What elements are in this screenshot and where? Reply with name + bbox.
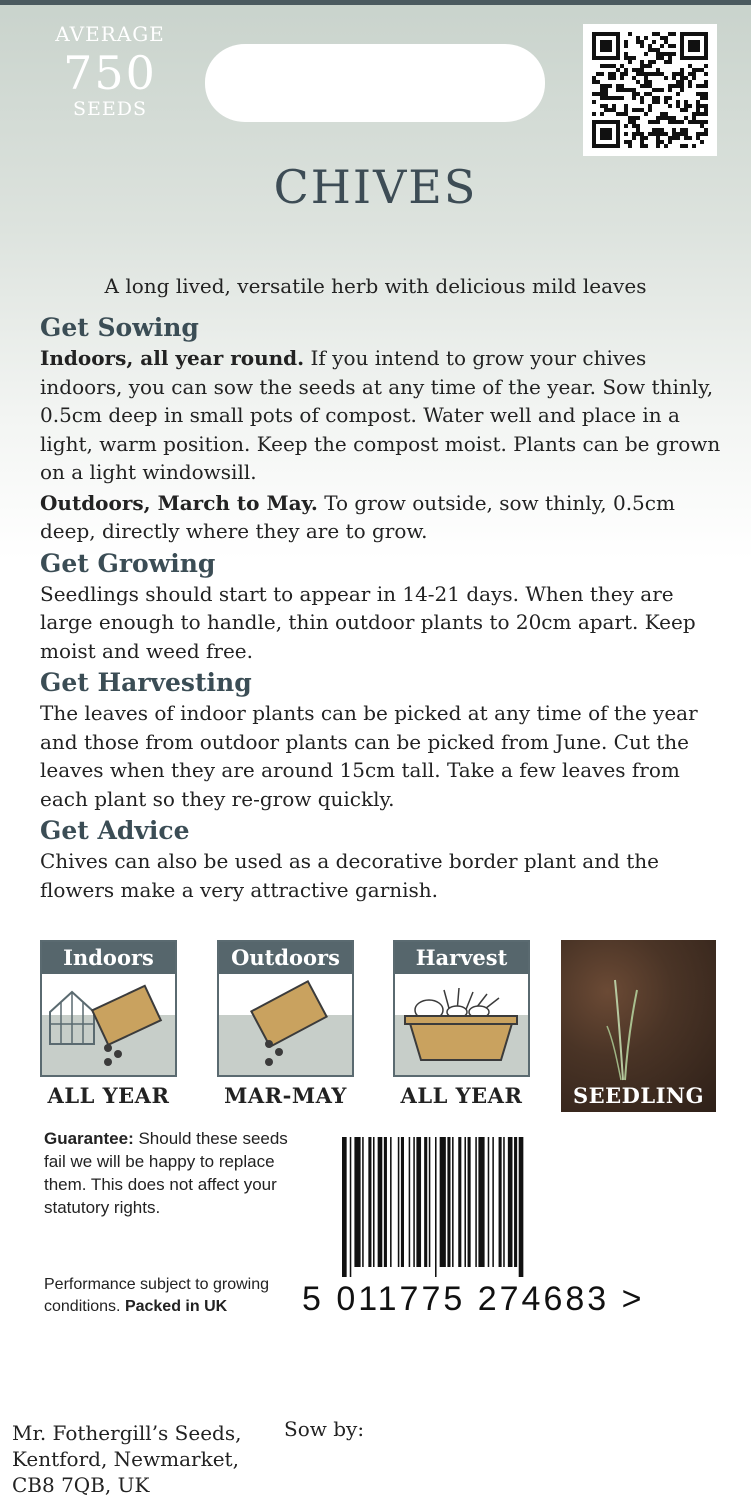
icon-caption: Outdoors — [219, 942, 352, 974]
icon-footer: MAR-MAY — [224, 1083, 347, 1108]
seedling-photo — [561, 940, 716, 1112]
top-border — [0, 0, 751, 5]
icon-indoors — [40, 940, 177, 1108]
instructions — [40, 312, 730, 906]
paragraph-lead: Outdoors, March to May. — [40, 490, 318, 515]
icon-panel — [40, 940, 177, 1077]
section-paragraph: Chives can also be used as a decorative border plant and the flowers make a very attractive garnish. — [40, 849, 660, 902]
harvest-basket-icon — [395, 974, 528, 1075]
icon-outdoors — [217, 940, 354, 1108]
sow-by-label: Sow by: — [284, 1417, 365, 1441]
section-heading: Get Growing — [40, 548, 216, 578]
seed-count-bottom: SEEDS — [72, 98, 147, 120]
barcode-digits: 5 011775 274683 > — [302, 1280, 645, 1318]
section-heading: Get Advice — [40, 816, 190, 845]
seed-count-number: 750 — [63, 46, 157, 100]
packet-window — [205, 44, 545, 122]
guarantee-body: Should these seeds fail we will be happy to replace them. This does not affect your statutory rights. — [44, 1129, 288, 1217]
company-address — [12, 1420, 241, 1498]
section-heading: Get Harvesting — [40, 668, 252, 697]
guarantee-text — [44, 1127, 314, 1219]
performance-text: Performance subject to growing conditions. — [44, 1276, 269, 1315]
section-advice — [40, 815, 730, 904]
icon-footer: ALL YEAR — [400, 1083, 523, 1108]
guarantee-lead: Guarantee: — [44, 1129, 134, 1148]
seed-count-top: AVERAGE — [55, 22, 165, 46]
icon-panel — [393, 940, 530, 1077]
section-paragraph — [40, 344, 730, 487]
address-line: Mr. Fothergill’s Seeds, — [12, 1421, 242, 1445]
icon-caption: Indoors — [42, 942, 175, 974]
page-title: CHIVES — [273, 160, 478, 214]
section-paragraph: The leaves of indoor plants can be picked at any time of the year and those from outdoor plants can be picked from June. Cut the leaves when they are around 15cm tall. Take a few leaves from each plant so they re-grow quickly. — [40, 701, 698, 811]
packed-in: Packed in UK — [124, 1298, 228, 1315]
section-heading: Get Sowing — [40, 313, 199, 342]
icon-footer: ALL YEAR — [47, 1083, 170, 1108]
greenhouse-sowing-icon — [42, 974, 175, 1075]
paragraph-text: If you intend to grow your chives indoors, you can sow the seeds at any time of the year. Sow thinly, 0.5cm deep in small pots of compost. Water well and place in a light, warm position. Keep the compost moist. Plants can be grown on a light windowsill. — [40, 346, 721, 484]
address-line: Kentford, Newmarket, — [12, 1447, 239, 1471]
section-paragraph — [40, 489, 730, 546]
paragraph-lead: Indoors, all year round. — [40, 346, 305, 370]
section-harvesting — [40, 667, 730, 813]
address-line: CB8 7QB, UK — [12, 1473, 150, 1497]
paragraph-text: To grow outside, sow thinly, 0.5cm deep, directly where they are to grow. — [40, 490, 675, 543]
barcode-icon — [340, 1137, 718, 1277]
section-paragraph: Seedlings should start to appear in 14-21 days. When they are large enough to handle, thin outdoor plants to 20cm apart. Keep moist and weed free. — [40, 581, 696, 663]
seedling-label: SEEDLING — [572, 1083, 705, 1108]
section-growing — [40, 548, 730, 666]
icon-panel — [217, 940, 354, 1077]
qr-code-icon — [583, 24, 717, 156]
icon-harvest — [393, 940, 530, 1108]
growing-icons — [40, 940, 720, 1115]
section-sowing — [40, 312, 730, 546]
outdoor-sowing-icon — [219, 974, 352, 1075]
performance-note — [44, 1274, 314, 1318]
icon-caption: Harvest — [395, 942, 528, 974]
tagline: A long lived, versatile herb with delicious mild leaves — [104, 274, 647, 298]
seed-count — [40, 24, 180, 119]
